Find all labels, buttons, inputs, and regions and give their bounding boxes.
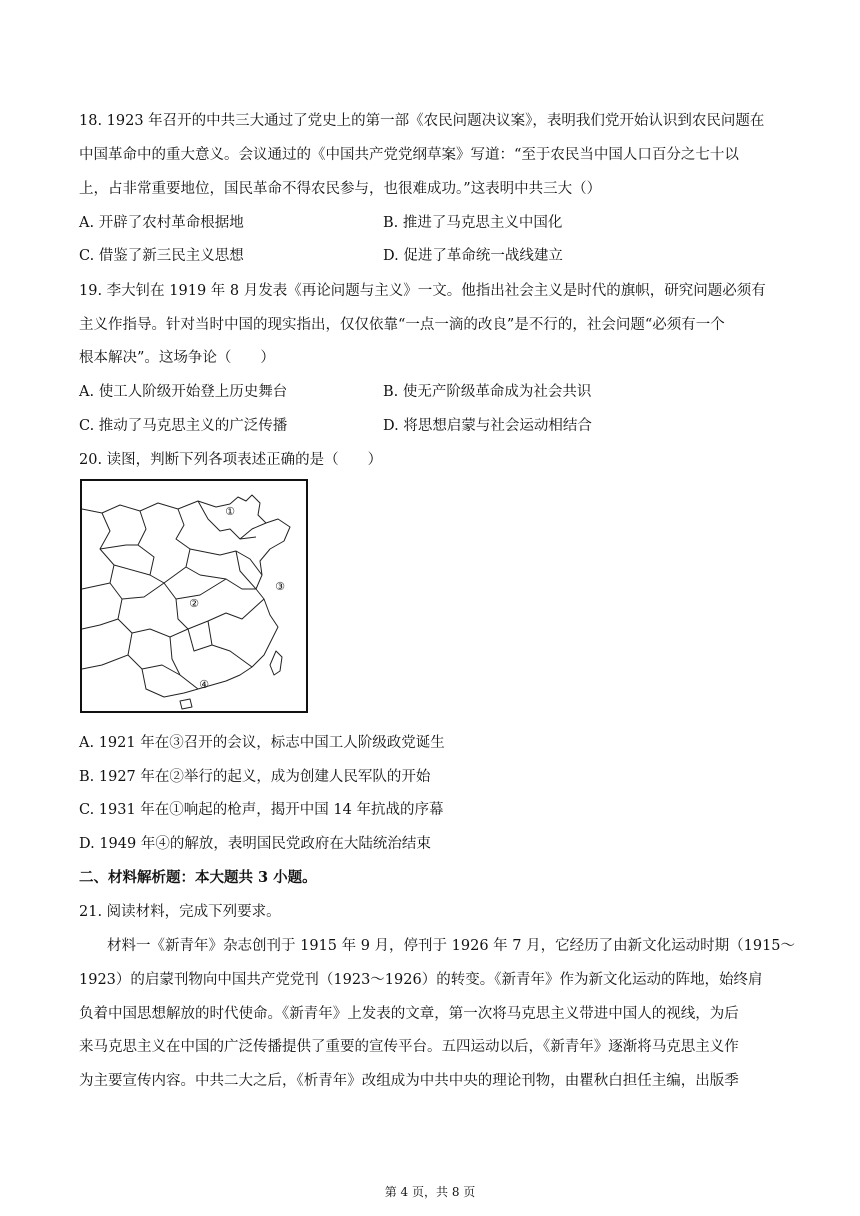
q21-material-line-1: 材料一《新青年》杂志创刊于 1915 年 9 月，停刊于 1926 年 7 月，它经历了由新文化运动时期（1915～	[107, 938, 796, 954]
q21-stem: 21. 阅读材料，完成下列要求。	[79, 904, 281, 920]
q19-option-c: C. 推动了马克思主义的广泛传播	[79, 418, 288, 434]
china-map-figure	[80, 479, 308, 713]
map-marker-4: ④	[199, 678, 209, 691]
q20-option-b: B. 1927 年在②举行的起义，成为创建人民军队的开始	[79, 769, 431, 785]
map-marker-2: ②	[189, 597, 199, 610]
q21-material-line-5: 为主要宣传内容。中共二大之后，《析青年》改组成为中共中央的理论刊物，由瞿秋白担任主编，出版季	[79, 1073, 739, 1089]
q19-option-b: B. 使无产阶级革命成为社会共识	[383, 384, 592, 400]
section-heading: 二、材料解析题：本大题共 3 小题。	[79, 869, 317, 886]
page-footer: 第 4 页，共 8 页	[384, 1185, 476, 1199]
q18-option-b: B. 推进了马克思主义中国化	[383, 215, 563, 231]
map-marker-3: ③	[275, 580, 285, 593]
q18-option-a: A. 开辟了农村革命根据地	[79, 215, 244, 231]
q20-option-a: A. 1921 年在③召开的会议，标志中国工人阶级政党诞生	[79, 735, 445, 751]
q20-stem: 20. 读图，判断下列各项表述正确的是（ ）	[79, 452, 383, 468]
q19-line-2: 主义作指导。针对当时中国的现实指出，仅仅依靠“一点一滴的改良”是不行的，社会问题“必须有一个	[79, 317, 725, 333]
q19-line-3: 根本解决”。这场争论（ ）	[79, 350, 275, 366]
q18-line-2: 中国革命中的重大意义。会议通过的《中国共产党党纲草案》写道：“至于农民当中国人口百分之七十以	[79, 147, 739, 163]
q18-line-3: 上，占非常重要地位，国民革命不得农民参与，也很难成功。”这表明中共三大（）	[79, 181, 602, 197]
map-marker-1: ①	[225, 505, 235, 518]
q19-line-1: 19. 李大钊在 1919 年 8 月发表《再论问题与主义》一文。他指出社会主义是时代的旗帜，研究问题必须有	[79, 283, 766, 299]
q19-option-a: A. 使工人阶级开始登上历史舞台	[79, 384, 288, 400]
q19-option-d: D. 将思想启蒙与社会运动相结合	[383, 418, 592, 434]
q21-material-line-3: 负着中国思想解放的时代使命。《新青年》上发表的文章，第一次将马克思主义带进中国人的视线，为后	[79, 1006, 739, 1022]
q18-option-d: D. 促进了革命统一战线建立	[383, 248, 563, 264]
q18-option-c: C. 借鉴了新三民主义思想	[79, 248, 244, 264]
q21-material-line-4: 来马克思主义在中国的广泛传播提供了重要的宣传平台。五四运动以后，《新青年》逐渐将马克思主义作	[79, 1039, 739, 1055]
q21-material-line-2: 1923）的启蒙刊物向中国共产党党刊（1923～1926）的转变。《新青年》作为新文化运动的阵地，始终肩	[79, 972, 763, 988]
q20-option-c: C. 1931 年在①响起的枪声，揭开中国 14 年抗战的序幕	[79, 802, 444, 818]
q20-option-d: D. 1949 年④的解放，表明国民党政府在大陆统治结束	[79, 836, 431, 852]
q18-line-1: 18. 1923 年召开的中共三大通过了党史上的第一部《农民问题决议案》，表明我们党开始认识到农民问题在	[79, 113, 765, 129]
